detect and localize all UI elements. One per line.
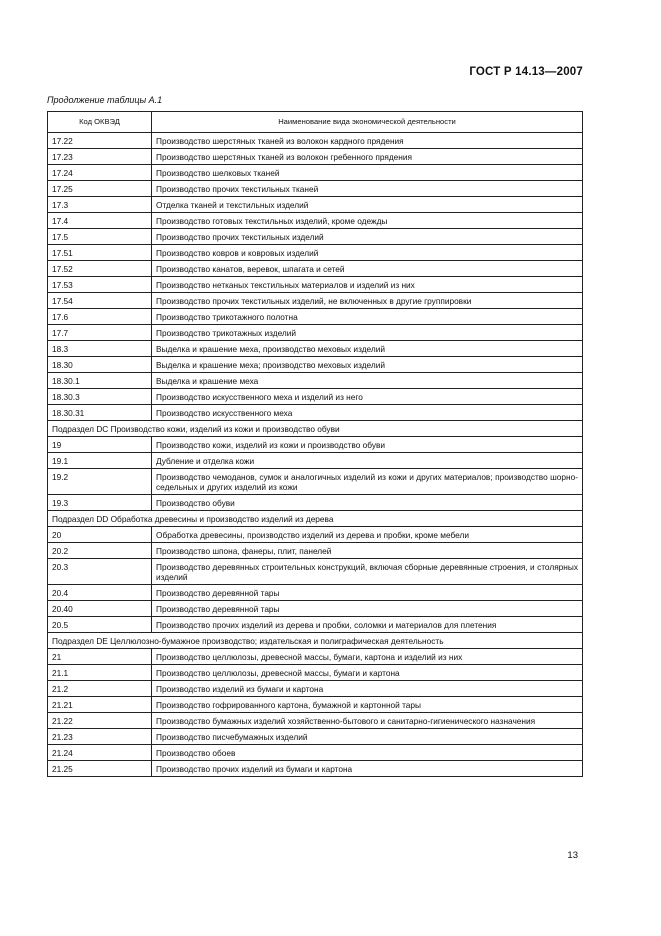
activity-name-cell: Производство целлюлозы, древесной массы, бумаги, картона и изделий из них (152, 649, 583, 665)
column-header-name: Наименование вида экономической деятельности (152, 112, 583, 133)
section-title: Подраздел DD Обработка древесины и производство изделий из дерева (48, 511, 583, 527)
okved-code-cell: 21 (48, 649, 152, 665)
activity-name-cell: Производство обуви (152, 495, 583, 511)
section-title: Подраздел DE Целлюлозно-бумажное производство; издательская и полиграфическая деятельность (48, 633, 583, 649)
table-row (48, 309, 583, 325)
table-caption: Продолжение таблицы А.1 (47, 95, 163, 105)
activity-name-cell: Производство шелковых тканей (152, 165, 583, 181)
table-row (48, 495, 583, 511)
activity-name-cell: Производство нетканых текстильных материалов и изделий из них (152, 277, 583, 293)
okved-code-cell: 20.2 (48, 543, 152, 559)
table-row (48, 165, 583, 181)
okved-code-cell: 17.25 (48, 181, 152, 197)
table-row (48, 585, 583, 601)
table-row (48, 745, 583, 761)
table-row (48, 729, 583, 745)
activity-name-cell: Производство трикотажного полотна (152, 309, 583, 325)
okved-code-cell: 20.4 (48, 585, 152, 601)
activity-name-cell: Производство деревянной тары (152, 585, 583, 601)
okved-code-cell: 19.3 (48, 495, 152, 511)
table-row (48, 293, 583, 309)
okved-code-cell: 21.2 (48, 681, 152, 697)
okved-code-cell: 17.3 (48, 197, 152, 213)
table-row (48, 357, 583, 373)
table-row (48, 133, 583, 149)
column-header-code: Код ОКВЭД (48, 112, 152, 133)
activity-name-cell: Производство прочих изделий из бумаги и картона (152, 761, 583, 777)
okved-code-cell: 18.30.3 (48, 389, 152, 405)
okved-code-cell: 21.25 (48, 761, 152, 777)
okved-code-cell: 21.22 (48, 713, 152, 729)
table-row (48, 649, 583, 665)
table-row (48, 453, 583, 469)
activity-name-cell: Производство обоев (152, 745, 583, 761)
section-row (48, 633, 583, 649)
okved-code-cell: 17.53 (48, 277, 152, 293)
activity-name-cell: Производство шпона, фанеры, плит, панелей (152, 543, 583, 559)
activity-name-cell: Производство трикотажных изделий (152, 325, 583, 341)
table-row (48, 559, 583, 585)
table-row (48, 261, 583, 277)
activity-name-cell: Производство ковров и ковровых изделий (152, 245, 583, 261)
table-body (48, 133, 583, 777)
table-row (48, 149, 583, 165)
table-row (48, 341, 583, 357)
okved-code-cell: 20 (48, 527, 152, 543)
table-row (48, 601, 583, 617)
okved-code-cell: 17.22 (48, 133, 152, 149)
okved-code-cell: 17.54 (48, 293, 152, 309)
table-row (48, 325, 583, 341)
okved-code-cell: 18.30.1 (48, 373, 152, 389)
activity-name-cell: Производство искусственного меха (152, 405, 583, 421)
table-row (48, 389, 583, 405)
okved-code-cell: 20.40 (48, 601, 152, 617)
table-row (48, 245, 583, 261)
activity-name-cell: Производство деревянной тары (152, 601, 583, 617)
activity-name-cell: Отделка тканей и текстильных изделий (152, 197, 583, 213)
okved-code-cell: 19 (48, 437, 152, 453)
activity-name-cell: Производство прочих текстильных изделий, не включенных в другие группировки (152, 293, 583, 309)
okved-code-cell: 17.24 (48, 165, 152, 181)
activity-name-cell: Производство бумажных изделий хозяйственно-бытового и санитарно-гигиенического назначения (152, 713, 583, 729)
okved-code-cell: 21.21 (48, 697, 152, 713)
okved-code-cell: 20.5 (48, 617, 152, 633)
okved-code-cell: 17.51 (48, 245, 152, 261)
activity-name-cell: Производство искусственного меха и изделий из него (152, 389, 583, 405)
activity-name-cell: Выделка и крашение меха (152, 373, 583, 389)
document-code: ГОСТ Р 14.13—2007 (469, 66, 583, 78)
activity-name-cell: Производство шерстяных тканей из волокон гребенного прядения (152, 149, 583, 165)
table-row (48, 277, 583, 293)
activity-name-cell: Производство шерстяных тканей из волокон кардного прядения (152, 133, 583, 149)
table-row (48, 527, 583, 543)
okved-code-cell: 17.7 (48, 325, 152, 341)
activity-name-cell: Выделка и крашение меха; производство меховых изделий (152, 357, 583, 373)
okved-code-cell: 17.5 (48, 229, 152, 245)
activity-name-cell: Производство деревянных строительных конструкций, включая сборные деревянные строения, и столярных изделий (152, 559, 583, 585)
activity-name-cell: Дубление и отделка кожи (152, 453, 583, 469)
section-row (48, 421, 583, 437)
activity-name-cell: Производство прочих изделий из дерева и пробки, соломки и материалов для плетения (152, 617, 583, 633)
activity-name-cell: Производство изделий из бумаги и картона (152, 681, 583, 697)
table-row (48, 761, 583, 777)
activity-name-cell: Производство канатов, веревок, шпагата и сетей (152, 261, 583, 277)
table-row (48, 213, 583, 229)
table-row (48, 469, 583, 495)
activity-name-cell: Производство кожи, изделий из кожи и производство обуви (152, 437, 583, 453)
okved-code-cell: 21.23 (48, 729, 152, 745)
okved-code-cell: 18.30 (48, 357, 152, 373)
okved-code-cell: 17.52 (48, 261, 152, 277)
okved-code-cell: 20.3 (48, 559, 152, 585)
table-row (48, 543, 583, 559)
page-number: 13 (567, 850, 578, 861)
table-header-row (48, 112, 583, 133)
table-row (48, 373, 583, 389)
okved-code-cell: 18.3 (48, 341, 152, 357)
table-row (48, 697, 583, 713)
table-row (48, 665, 583, 681)
okved-code-cell: 21.1 (48, 665, 152, 681)
table-row (48, 405, 583, 421)
activity-name-cell: Выделка и крашение меха, производство меховых изделий (152, 341, 583, 357)
table-row (48, 437, 583, 453)
okved-table (47, 111, 583, 777)
activity-name-cell: Обработка древесины, производство изделий из дерева и пробки, кроме мебели (152, 527, 583, 543)
activity-name-cell: Производство прочих текстильных изделий (152, 229, 583, 245)
activity-name-cell: Производство прочих текстильных тканей (152, 181, 583, 197)
okved-code-cell: 17.6 (48, 309, 152, 325)
activity-name-cell: Производство готовых текстильных изделий, кроме одежды (152, 213, 583, 229)
okved-code-cell: 21.24 (48, 745, 152, 761)
activity-name-cell: Производство гофрированного картона, бумажной и картонной тары (152, 697, 583, 713)
table-row (48, 181, 583, 197)
okved-code-cell: 17.4 (48, 213, 152, 229)
section-row (48, 511, 583, 527)
activity-name-cell: Производство чемоданов, сумок и аналогичных изделий из кожи и других материалов; производство шорно-седельных и других изделий из кожи (152, 469, 583, 495)
table-row (48, 713, 583, 729)
activity-name-cell: Производство целлюлозы, древесной массы, бумаги и картона (152, 665, 583, 681)
okved-code-cell: 19.1 (48, 453, 152, 469)
table-row (48, 617, 583, 633)
section-title: Подраздел DC Производство кожи, изделий из кожи и производство обуви (48, 421, 583, 437)
table-row (48, 197, 583, 213)
activity-name-cell: Производство писчебумажных изделий (152, 729, 583, 745)
okved-code-cell: 17.23 (48, 149, 152, 165)
okved-code-cell: 18.30.31 (48, 405, 152, 421)
okved-code-cell: 19.2 (48, 469, 152, 495)
table-row (48, 681, 583, 697)
table-row (48, 229, 583, 245)
